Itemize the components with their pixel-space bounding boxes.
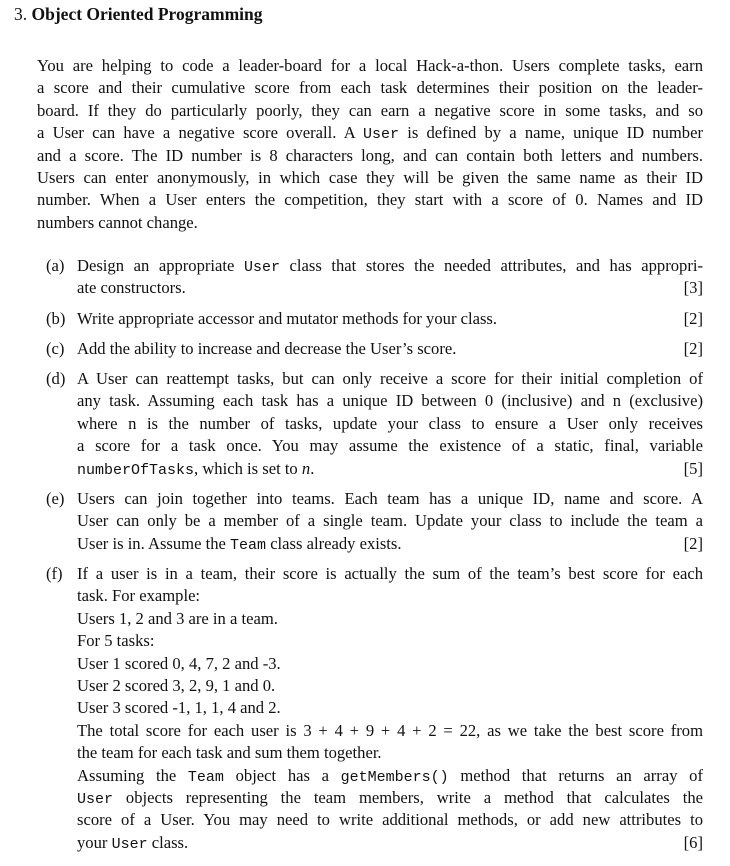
intro-line: Users can enter anonymously, in which case they will be given the same name as their ID: [37, 167, 703, 187]
part-body: Design an appropriate User class that stores the needed attributes, and has appropri- ate constructors. [3]: [77, 255, 703, 300]
part-label: (c): [46, 339, 65, 358]
marks: [5]: [683, 458, 703, 478]
intro-line: numbers cannot change.: [37, 212, 198, 232]
marks: [2]: [683, 533, 703, 553]
part-label: (b): [46, 309, 66, 328]
part-label: (a): [46, 256, 65, 275]
question-title: Object Oriented Programming: [31, 4, 263, 24]
intro-line: board. If they do particularly poorly, they can earn a negative score in some tasks, and so: [37, 100, 703, 120]
part-body: Add the ability to increase and decrease the User’s score. [2]: [77, 338, 703, 360]
intro-line: number. When a User enters the competition, they start with a score of 0. Names and ID: [37, 190, 703, 210]
code-number-of-tasks: numberOfTasks: [77, 461, 195, 479]
marks: [6]: [683, 832, 703, 852]
part-label: (e): [46, 489, 65, 508]
intro-line: a score and their cumulative score from each task determines their position on the leader-: [37, 78, 703, 98]
marks: [3]: [683, 278, 703, 298]
part-body: A User can reattempt tasks, but can only receive a score for their initial completion of any task. Assuming each task has a unique ID between 0 (inclusive) and n (exclusive) where n is the number of tasks, update your class to ensure a User only receives a score for a task once. You may assume the existence of a static, final, variable numberOfTasks, which is set to n. [5]: [77, 369, 703, 479]
code-get-members: getMembers(): [340, 768, 449, 786]
part-body: If a user is in a team, their score is actually the sum of the team’s best score for each task. For example: Users 1, 2 and 3 are in a team. For 5 tasks: User 1 scored 0, 4, 7, 2 and -3. User 2 scored 3, 2, 9, 1 and 0. User 3 scored -1, 1, 1, 4 and 2. The total score for each user is 3 + 4 + 9 + 4 + 2 = 22, as we take the best score from the team for each task and sum them together. Assuming the Team object has a getMembers() method that returns an array of User objects representing the team members, write a method that calculates the score of a User. You may need to write additional methods, or add new attributes to your User class. [6]: [77, 564, 703, 853]
marks: [2]: [683, 339, 703, 358]
marks: [2]: [683, 309, 703, 328]
code-user: User: [243, 259, 280, 276]
question-number: 3.: [14, 4, 28, 24]
intro-line: and a score. The ID number is 8 characters long, and can contain both letters and numbers.: [37, 145, 703, 165]
code-user: User: [111, 835, 148, 853]
part-body: Users can join together into teams. Each team has a unique ID, name and score. A User can only be a member of a single team. Update your class to include the team a User is in. Assume the Team class already exists. [2]: [77, 489, 703, 554]
part-body: Write appropriate accessor and mutator methods for your class. [2]: [77, 308, 703, 330]
question-heading: [14, 3, 263, 25]
part-label: (f): [46, 564, 63, 583]
code-user: User: [77, 790, 114, 808]
intro-line: a User can have a negative score overall. A User is defined by a name, unique ID number: [37, 123, 703, 144]
code-team: Team: [230, 536, 267, 554]
part-label: (d): [46, 369, 66, 388]
intro-paragraph: [37, 55, 703, 234]
intro-line: You are helping to code a leader-board for a local Hack-a-thon. Users complete tasks, earn: [37, 56, 703, 75]
code-user: User: [362, 126, 399, 144]
code-team: Team: [187, 768, 224, 786]
